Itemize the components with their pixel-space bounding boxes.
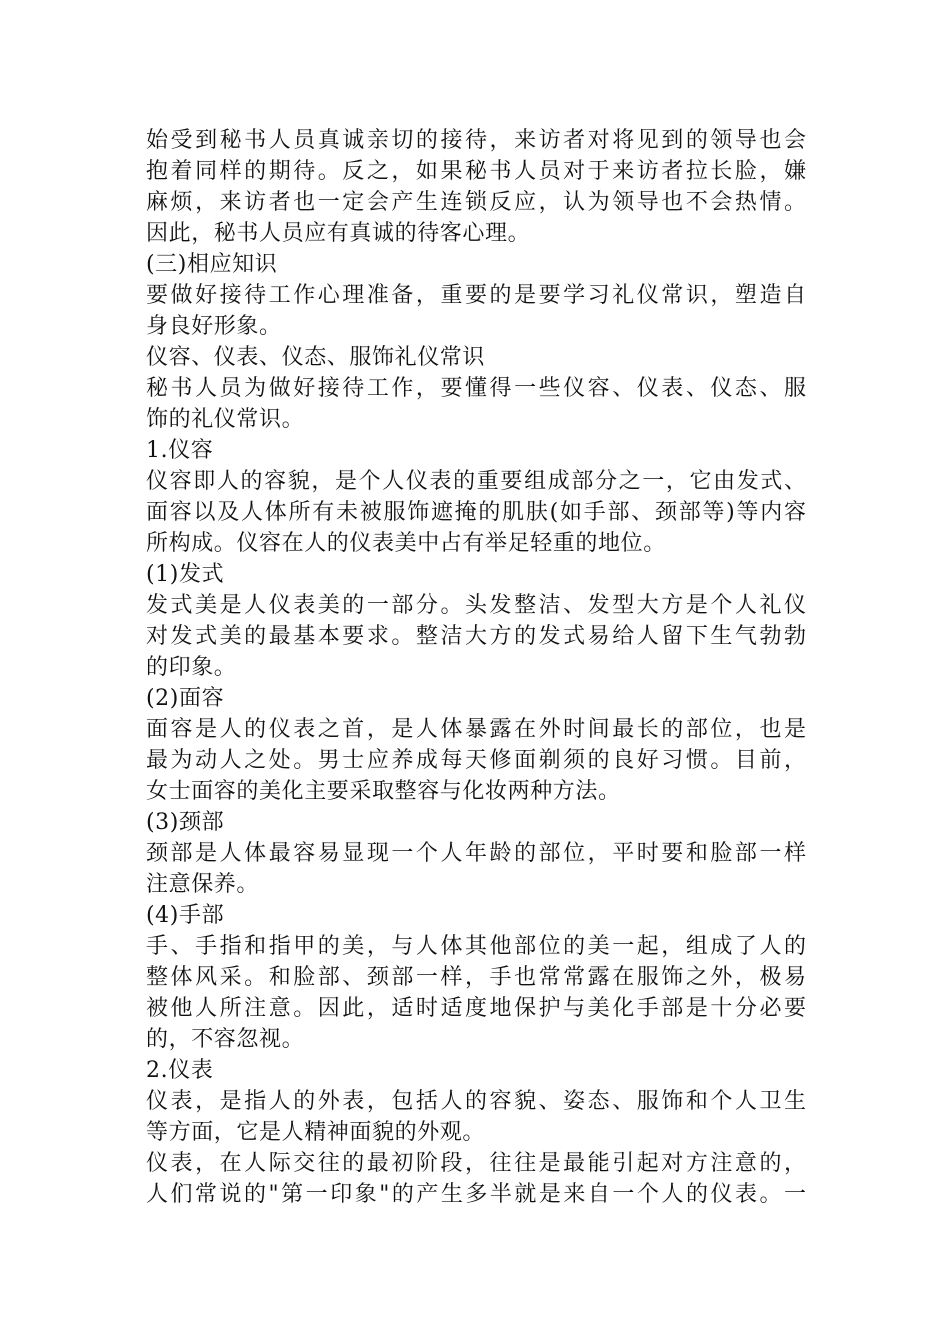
item-heading: (1)发式: [146, 562, 225, 587]
text-line: 手、手指和指甲的美，与人体其他部位的美一起，组成了人的: [146, 934, 806, 959]
text-line: 仪表，是指人的外表，包括人的容貌、姿态、服饰和个人卫生: [146, 1089, 806, 1114]
text-line: 女士面容的美化主要采取整容与化妆两种方法。: [146, 779, 621, 804]
item-heading: (4)手部: [146, 903, 225, 928]
text-line: 的印象。: [146, 655, 237, 680]
text-line: 始受到秘书人员真诚亲切的接待，来访者对将见到的领导也会: [146, 128, 806, 153]
text-line: 抱着同样的期待。反之，如果秘书人员对于来访者拉长脸，嫌: [146, 159, 806, 184]
item-heading: (3)颈部: [146, 810, 225, 835]
text-line: 面容是人的仪表之首，是人体暴露在外时间最长的部位，也是: [146, 717, 806, 742]
item-heading: (2)面容: [146, 686, 225, 711]
text-line: 等方面，它是人精神面貌的外观。: [146, 1120, 486, 1145]
text-line: 仪表，在人际交往的最初阶段，往往是最能引起对方注意的，: [146, 1151, 806, 1176]
text-line: 面容以及人体所有未被服饰遮掩的肌肤(如手部、颈部等)等内容: [146, 500, 806, 525]
text-line: 麻烦，来访者也一定会产生连锁反应，认为领导也不会热情。: [146, 190, 806, 215]
text-line: 最为动人之处。男士应养成每天修面剃须的良好习惯。目前，: [146, 748, 806, 773]
text-line: 被他人所注意。因此，适时适度地保护与美化手部是十分必要: [146, 996, 806, 1021]
text-line: 秘书人员为做好接待工作，要懂得一些仪容、仪表、仪态、服: [146, 376, 806, 401]
text-line: 对发式美的最基本要求。整洁大方的发式易给人留下生气勃勃: [146, 624, 806, 649]
text-line: 身良好形象。: [146, 314, 282, 339]
text-line: 所构成。仪容在人的仪表美中占有举足轻重的地位。: [146, 531, 666, 556]
text-line: 因此，秘书人员应有真诚的待客心理。: [146, 221, 531, 246]
body-text: [146, 125, 806, 1210]
text-line: 发式美是人仪表美的一部分。头发整洁、发型大方是个人礼仪: [146, 593, 806, 618]
text-line: 整体风采。和脸部、颈部一样，手也常常露在服饰之外，极易: [146, 965, 806, 990]
text-line: 的，不容忽视。: [146, 1027, 305, 1052]
text-line: 要做好接待工作心理准备，重要的是要学习礼仪常识，塑造自: [146, 283, 806, 308]
text-line: 注意保养。: [146, 872, 260, 897]
text-line: 饰的礼仪常识。: [146, 407, 305, 432]
text-line: 仪容即人的容貌，是个人仪表的重要组成部分之一，它由发式、: [146, 469, 806, 494]
subsection-heading: 仪容、仪表、仪态、服饰礼仪常识: [146, 345, 486, 370]
section-heading: (三)相应知识: [146, 252, 278, 277]
text-line: 颈部是人体最容易显现一个人年龄的部位，平时要和脸部一样: [146, 841, 806, 866]
text-line: 人们常说的"第一印象"的产生多半就是来自一个人的仪表。一: [146, 1182, 806, 1207]
item-heading: 1.仪容: [146, 438, 214, 463]
item-heading: 2.仪表: [146, 1058, 214, 1083]
